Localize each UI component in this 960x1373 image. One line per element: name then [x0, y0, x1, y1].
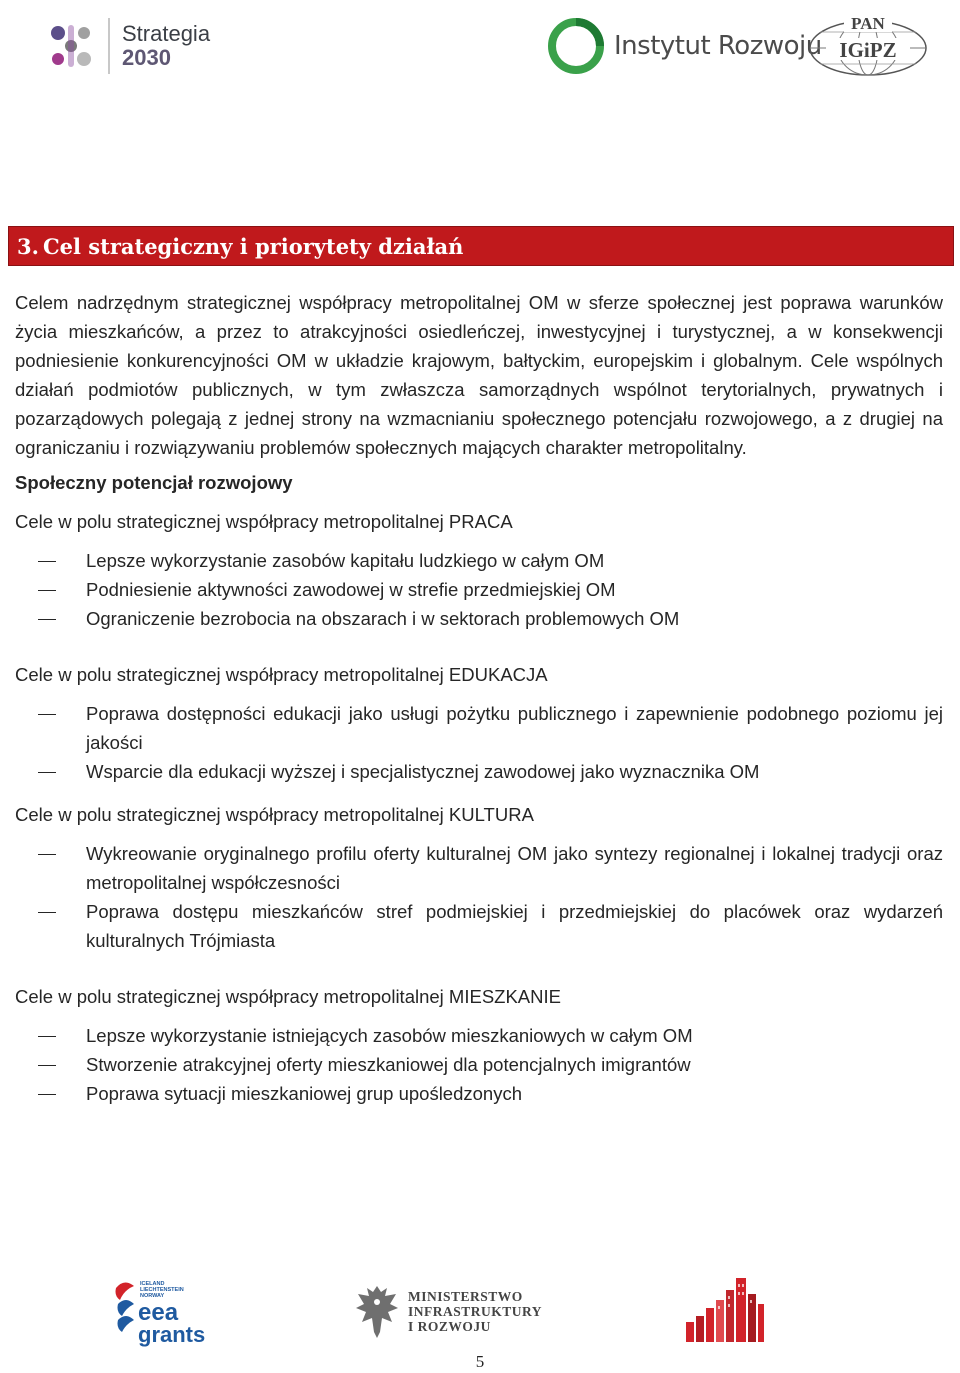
- page-header: [0, 0, 960, 100]
- eagle-emblem-icon: [352, 1282, 402, 1340]
- pan-top-text: PAN: [851, 14, 885, 33]
- eea-grants-mark: [112, 1276, 212, 1348]
- ministry-logo: [352, 1282, 542, 1340]
- main-content: [15, 288, 943, 1108]
- list-kultura: [15, 839, 943, 955]
- ministry-line-2: INFRASTRUKTURY: [408, 1303, 543, 1319]
- group-title-kultura: Cele w polu strategicznej współpracy metropolitalnej KULTURA: [15, 804, 534, 825]
- instytut-name: Instytut Rozwoju: [614, 31, 822, 61]
- strategia-molecule-icon: [48, 23, 94, 69]
- ministry-line-1: MINISTERSTWO: [408, 1288, 523, 1304]
- pan-bottom-text: IGiPZ: [839, 38, 897, 62]
- list-mieszkanie: [15, 1021, 943, 1108]
- page-footer: [0, 1270, 960, 1373]
- group-title-mieszkanie: Cele w polu strategicznej współpracy metropolitalnej MIESZKANIE: [15, 986, 561, 1007]
- eea-word: eea: [138, 1299, 179, 1326]
- list-item: Podniesienie aktywności zawodowej w strefie przedmiejskiej OM: [15, 575, 943, 604]
- globe-icon: [806, 12, 930, 78]
- intro-paragraph: Celem nadrzędnym strategicznej współpracy metropolitalnej OM w sferze społecznej jest poprawa warunków życia mieszkańców, a przez to atrakcyjności osiedleńczej, inwestycyjnej i turystycznej, a w konsekwencji podniesienie konkurencyjności OM w układzie krajowym, bałtyckim, europejskim i globalnym. Cele wspólnych działań podmiotów publicznych, w tym zwłaszcza samorządnych wspólnot terytorialnych, prywatnych i pozarządowych polegają z jednej strony na wzmacnianiu społecznego potencjału rozwojowego, a z drugiej na ograniczaniu i rozwiązywaniu problemów społecznych mających charakter metropolitalny.: [15, 292, 943, 458]
- instytut-rozwoju-logo: [546, 16, 822, 76]
- list-item: Poprawa dostępności edukacji jako usługi pożytku publicznego i zapewnienie podobnego poziomu jej jakości: [15, 699, 943, 757]
- grants-word: grants: [138, 1322, 206, 1347]
- pan-igipz-logo: [806, 12, 930, 83]
- list-item: Poprawa dostępu mieszkańców stref podmiejskiej i przedmiejskiej do placówek oraz wydarzeń kulturalnych Trójmiasta: [15, 897, 943, 955]
- section-title: Cel strategiczny i priorytety działań: [42, 233, 464, 259]
- eea-country-3: NORWAY: [140, 1293, 165, 1299]
- list-praca: [15, 546, 943, 633]
- list-item: Ograniczenie bezrobocia na obszarach i w sektorach problemowych OM: [15, 604, 943, 633]
- instytut-ring-icon: [546, 16, 606, 76]
- strategia-year: 2030: [122, 45, 171, 70]
- list-item: Stworzenie atrakcyjnej oferty mieszkaniowej dla potencjalnych imigrantów: [15, 1050, 943, 1079]
- group-title-edukacja: Cele w polu strategicznej współpracy metropolitalnej EDUKACJA: [15, 664, 548, 685]
- ministry-line-3: I ROZWOJU: [408, 1318, 491, 1334]
- city-bars-logo: [684, 1274, 766, 1349]
- city-bars-icon: [684, 1274, 766, 1344]
- list-edukacja: [15, 699, 943, 786]
- strategia-name: Strategia: [122, 21, 211, 46]
- eea-country-2: LIECHTENSTEIN: [140, 1287, 184, 1293]
- list-item: Wsparcie dla edukacji wyższej i specjalistycznej zawodowej jako wyznacznika OM: [15, 757, 943, 786]
- eea-country-1: ICELAND: [140, 1281, 165, 1287]
- section-number: 3.: [17, 233, 39, 259]
- subheading: Społeczny potencjał rozwojowy: [15, 472, 293, 493]
- page-number: 5: [475, 1352, 485, 1371]
- group-title-praca: Cele w polu strategicznej współpracy metropolitalnej PRACA: [15, 511, 513, 532]
- list-item: Wykreowanie oryginalnego profilu oferty kulturalnej OM jako syntezy regionalnej i lokalnej tradycji oraz metropolitalnej współczesności: [15, 839, 943, 897]
- list-item: Lepsze wykorzystanie istniejących zasobów mieszkaniowych w całym OM: [15, 1021, 943, 1050]
- section-heading-bar: [8, 226, 954, 266]
- logo-divider: [108, 18, 110, 74]
- list-item: Lepsze wykorzystanie zasobów kapitału ludzkiego w całym OM: [15, 546, 943, 575]
- list-item: Poprawa sytuacji mieszkaniowej grup upośledzonych: [15, 1079, 943, 1108]
- strategia-2030-logo: [48, 18, 210, 74]
- eea-grants-logo: [112, 1276, 212, 1353]
